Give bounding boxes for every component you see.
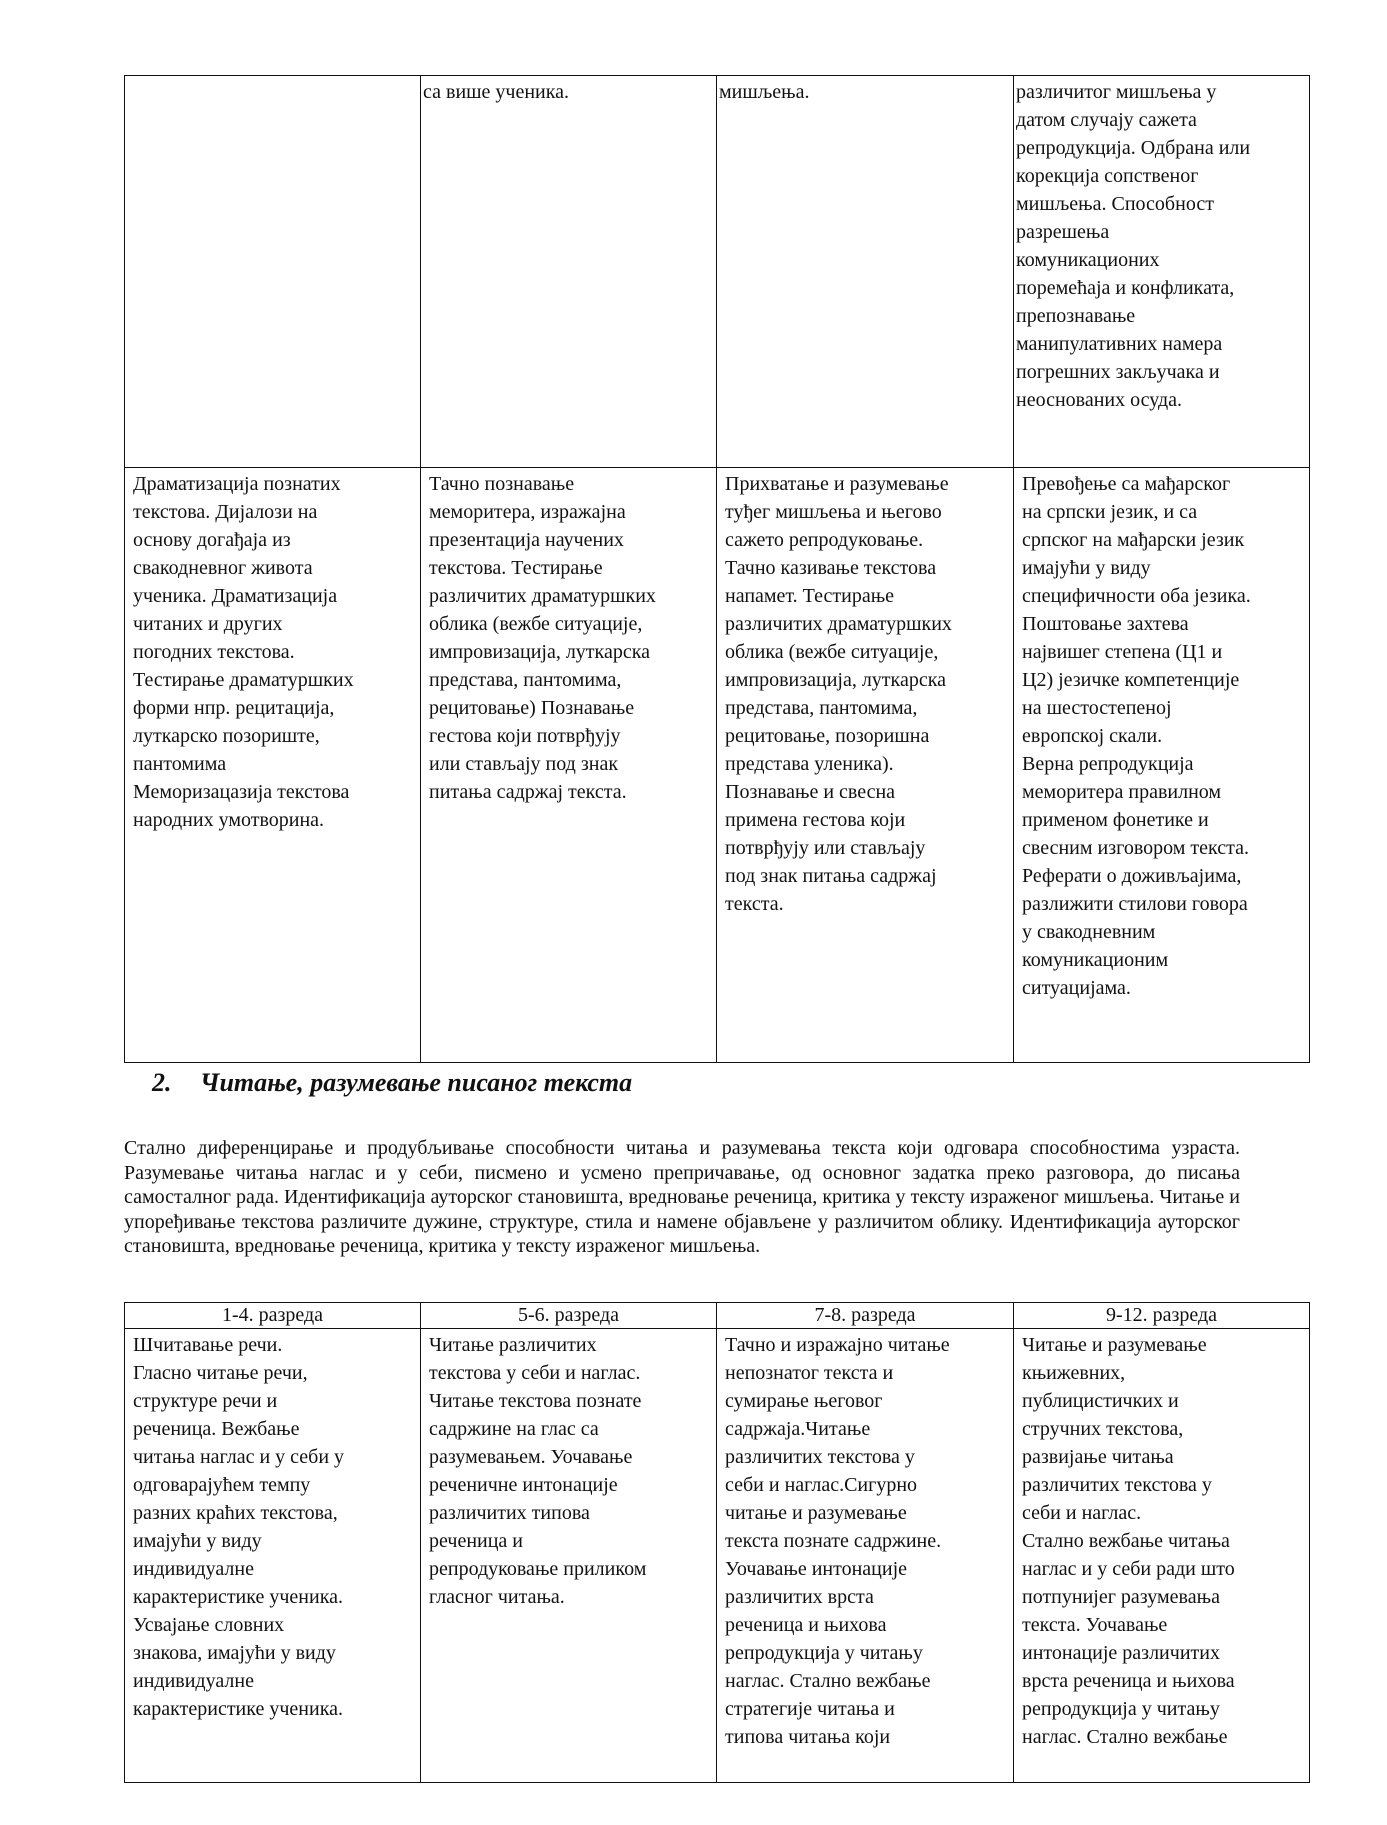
section-paragraph: Стално диференцирање и продубљивање способности читања и разумевања текста који одговара способностима узраста. Разумевање читања наглас и у себи, писмено и усмено препричавање, од основног задатка преко разговора, до писања самосталног рада. Идентификација ауторског становишта, вредновање реченица, критика у тексту израженог мишљења. Читање и упоређивање текстова различите дужине, структуре, стила и намене објављене у различитом облику. Идентификација ауторског становишта, вредновање реченица, критика у тексту израженог мишљења. xyxy=(124,1137,1240,1258)
table-header-row xyxy=(125,1303,1310,1329)
table-cell: Тачно познавање мемoритера, изражајна презентација научених текстова. Тестирање различитих драматуршких облика (вежбе ситуације, импровизација, луткарска представа, пантомима, рецитовање) Познавање гестова који потврђују или стављају под знак питања садржај текста. xyxy=(421,468,717,1063)
continued-table xyxy=(124,75,1310,1063)
table-row xyxy=(125,1329,1310,1783)
grades-table xyxy=(124,1302,1310,1783)
section-heading xyxy=(152,1068,632,1098)
table-cell: Тачно и изражајно читање непознатог текста и сумирање његовог садржаја.Читање различитих текстова у себи и наглас.Сигурно читање и разумевање текста познате садржине. Уочавање интонације различитих врста реченица и њихова репродукција у читању наглас. Стално вежбање стратегије читања и типова читања који xyxy=(717,1329,1014,1783)
table-cell: Превођење са мађарског на српски језик, и са српског на мађарски језик имајући у виду специфичности оба језика. Поштовање захтева највишег степена (Ц1 и Ц2) језичке компетенције на шестостепеној европској скали. Верна репродукција меморитера правилном применом фонетике и свесним изговором текста. Реферати о доживљајима, разлижити стилови говора у свакодневним комуникационим ситуацијама. xyxy=(1014,468,1310,1063)
table-cell xyxy=(125,76,421,468)
table-cell: Шчитавање речи. Гласно читање речи, структуре речи и реченица. Вежбање читања наглас и у себи у одговарајућем темпу разних краћих текстова, имајући у виду индивидуалне карактеристике ученика. Усвајање словних знакова, имајући у виду индивидуалне карактеристике ученика. xyxy=(125,1329,421,1783)
column-header: 1-4. разреда xyxy=(125,1303,421,1329)
table-row xyxy=(125,468,1310,1063)
table-cell: Драматизација познатих текстова. Дијалози на основу догађаја из свакодневног живота ученика. Драматизација читаних и других погодних текстова. Тестирање драматуршких форми нпр. рецитација, луткарско позориште, пантомима Меморизацазија текстова народних умотворина. xyxy=(125,468,421,1063)
table-cell: Читање различитих текстова у себи и наглас. Читање текстова познате садржине на глас са разумевањем. Уочавање реченичне интонације различитих типова реченица и репродуковање приликом гласног читања. xyxy=(421,1329,717,1783)
column-header: 5-6. разреда xyxy=(421,1303,717,1329)
table-cell: мишљења. xyxy=(717,76,1014,468)
column-header: 9-12. разреда xyxy=(1014,1303,1310,1329)
table-cell: Читање и разумевање књижевних, публицистичких и стручних текстова, развијање читања различитих текстова у себи и наглас. Стално вежбање читања наглас и у себи ради што потпунијег разумевања текста. Уочавање интонације различитих врста реченица и њихова репродукција у читању наглас. Стално вежбање xyxy=(1014,1329,1310,1783)
table-cell: Прихватање и разумевање туђег мишљења и његово сажето репродуковање. Тачно казивање текстова напамет. Тестирање различитих драматуршких облика (вежбе ситуације, импровизација, луткарска представа, пантомима, рецитовање, позоришна представа уленика). Познавање и свесна примена гестова који потврђују или стављају под знак питања садржај текста. xyxy=(717,468,1014,1063)
section-number: 2. xyxy=(152,1068,172,1097)
table-cell: различитог мишљења у датом случају сажета репродукција. Одбрана или корекција сопственог мишљења. Способност разрешења комуникационих поремећаја и конфликата, препознавање манипулативних намера погрешних закључака и неоснованих осуда. xyxy=(1014,76,1310,468)
section-title: Читање, разумевање писаног текста xyxy=(200,1068,633,1097)
column-header: 7-8. разреда xyxy=(717,1303,1014,1329)
table-row xyxy=(125,76,1310,468)
table-cell: са више ученика. xyxy=(421,76,717,468)
